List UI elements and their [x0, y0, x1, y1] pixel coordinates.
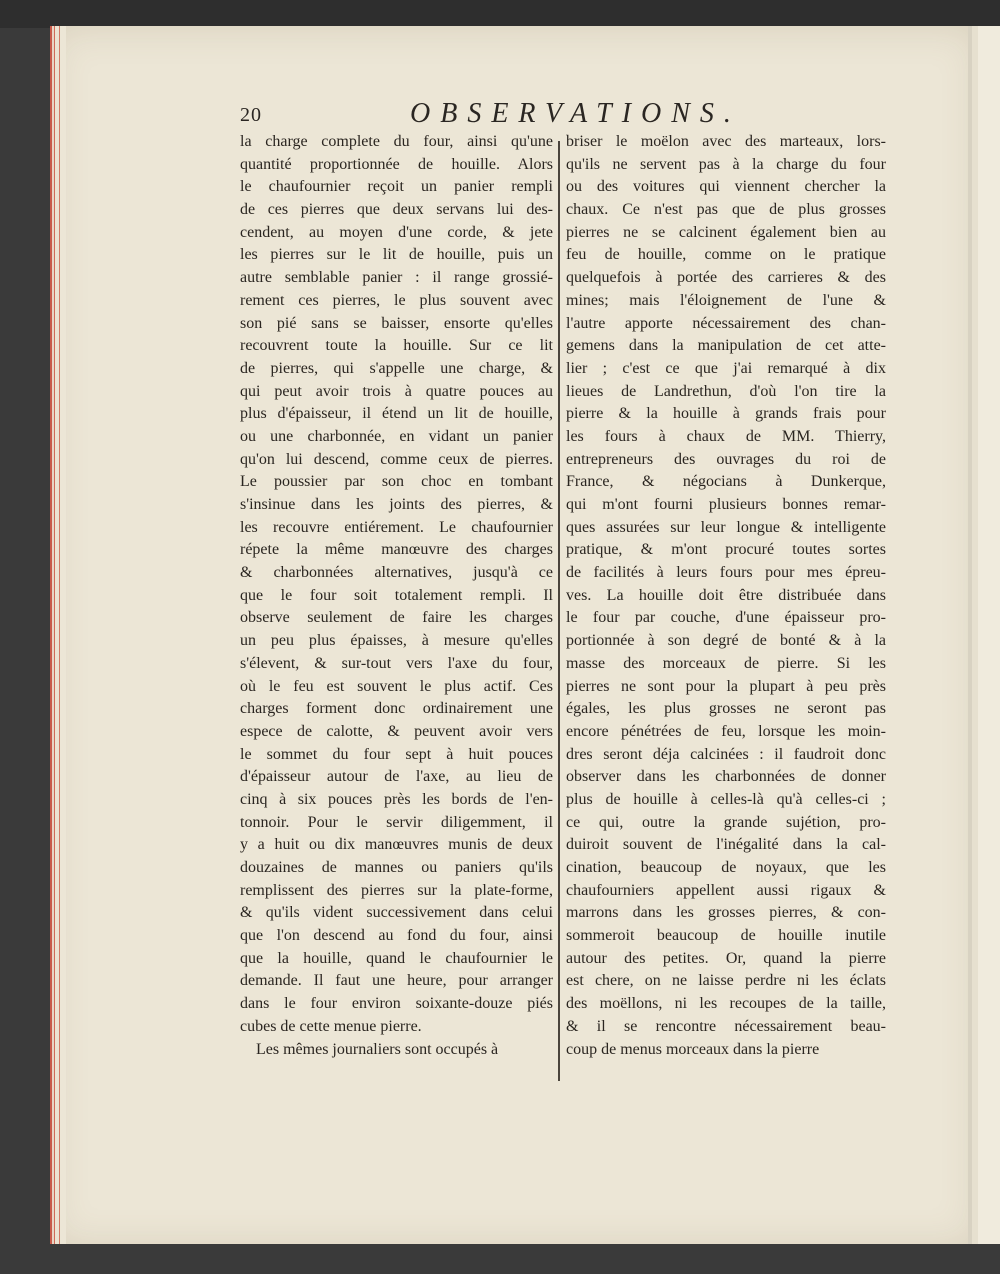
text-line: de facilités à leurs fours pour mes épreu-: [566, 564, 886, 582]
text-line: où le feu est souvent le plus actif. Ces: [240, 677, 553, 695]
scan-background-top: [0, 0, 1000, 28]
text-line: coup de menus morceaux dans la pierre: [566, 1040, 820, 1058]
text-line: lier ; c'est ce que j'ai remarqué à dix: [566, 359, 886, 377]
text-line: s'insinue dans les joints des pierres, &: [240, 496, 553, 513]
text-line: espece de calotte, & peuvent avoir vers: [240, 722, 553, 740]
text-line: douzaines de mannes ou paniers qu'ils: [240, 859, 553, 876]
right-text-column: [566, 131, 886, 1061]
text-line: les recouvre entiérement. Le chaufournier: [240, 518, 553, 536]
text-line: feu de houille, comme on le pratique: [566, 246, 886, 264]
text-line: dans le four environ soixante-douze piés: [240, 995, 553, 1013]
text-line: chaufourniers appellent aussi rigaux &: [566, 881, 886, 899]
text-line: quelquefois à portée des carrieres & des: [566, 269, 886, 287]
text-line: qu'on lui descend, comme ceux de pierres.: [240, 450, 553, 468]
text-line: autre semblable panier : il range grossié-: [240, 269, 553, 287]
text-line: recouvrent toute la houille. Sur ce lit: [240, 337, 553, 355]
text-line: pratique, & m'ont procuré toutes sortes: [566, 541, 886, 559]
text-line: pierres ne sont pour la plupart à peu près: [566, 677, 886, 695]
text-line: l'autre apporte nécessairement des chan-: [566, 314, 886, 332]
text-line: est chere, on ne laisse perdre ni les éclats: [566, 972, 886, 990]
text-line: de pierres, qui s'appelle une charge, &: [240, 359, 553, 377]
text-line: cendent, au moyen d'une corde, & jete: [240, 223, 553, 241]
text-line: masse des morceaux de pierre. Si les: [566, 654, 886, 672]
text-line: Le poussier par son choc en tombant: [240, 473, 553, 491]
text-line: répete la même manœuvre des charges: [240, 541, 553, 559]
text-line: entrepreneurs des ouvrages du roi de: [566, 450, 886, 468]
text-line: de ces pierres que deux servans lui des-: [240, 201, 553, 219]
text-line: les pierres sur le lit de houille, puis un: [240, 246, 553, 264]
text-line: ques assurées sur leur longue & intelligente: [566, 518, 886, 536]
text-line: qui m'ont fourni plusieurs bonnes remar-: [566, 496, 886, 513]
column-divider: [558, 141, 560, 1081]
text-line: & il se rencontre nécessairement beau-: [566, 1017, 886, 1035]
text-line: plus d'épaisseur, il étend un lit de houille,: [240, 405, 553, 423]
text-line: dres seront déja calcinées : il faudroit donc: [566, 745, 886, 763]
text-line: & qu'ils vident successivement dans celui: [240, 904, 553, 922]
text-line: le chaufournier reçoit un panier rempli: [240, 178, 553, 196]
text-line: marrons dans les grosses pierres, & con-: [566, 904, 886, 922]
text-line: duiroit souvent de l'inégalité dans la cal-: [566, 836, 886, 854]
text-line: lieues de Landrethun, d'où l'on tire la: [566, 382, 886, 400]
text-line: pierre & la houille à grands frais pour: [566, 405, 886, 423]
text-line: la charge complete du four, ainsi qu'une: [240, 133, 553, 150]
text-line: pierres ne se calcinent également bien au: [566, 223, 886, 241]
page-red-edge: [50, 26, 66, 1248]
text-line: les fours à chaux de MM. Thierry,: [566, 427, 886, 445]
text-line: s'élevent, & sur-tout vers l'axe du four,: [240, 654, 553, 672]
text-line: rement ces pierres, le plus souvent avec: [240, 291, 553, 309]
text-line: demande. Il faut une heure, pour arranger: [240, 972, 553, 990]
text-line: gemens dans la manipulation de cet atte-: [566, 337, 886, 355]
text-line: autour des petites. Or, quand la pierre: [566, 949, 886, 967]
running-title: OBSERVATIONS.: [410, 98, 741, 129]
text-line: sommeroit beaucoup de houille inutile: [566, 927, 886, 945]
text-line: ves. La houille doit être distribuée dans: [566, 586, 886, 604]
text-line: ou des voitures qui viennent chercher la: [566, 178, 886, 196]
page-number: 20: [240, 104, 262, 126]
text-line: cubes de cette menue pierre.: [240, 1017, 422, 1035]
text-line: France, & négocians à Dunkerque,: [566, 473, 886, 491]
text-line: qui peut avoir trois à quatre pouces au: [240, 382, 553, 400]
text-line: tonnoir. Pour le servir diligemment, il: [240, 813, 553, 831]
text-line: quantité proportionnée de houille. Alors: [240, 155, 553, 173]
text-line: briser le moëlon avec des marteaux, lors-: [566, 133, 886, 150]
text-line: cinq à six pouces près les bords de l'en-: [240, 790, 553, 808]
text-line: d'épaisseur autour de l'axe, au lieu de: [240, 768, 553, 786]
text-line: que la houille, quand le chaufournier le: [240, 949, 553, 967]
text-line: le sommet du four sept à huit pouces: [240, 745, 553, 763]
text-line: observer dans les charbonnées de donner: [566, 768, 886, 786]
text-line: plus de houille à celles-là qu'à celles-ci ;: [566, 790, 886, 808]
text-line: des moëllons, ni les recoupes de la taille,: [566, 995, 886, 1013]
text-line: portionnée à son degré de bonté & à la: [566, 632, 886, 650]
text-line: chaux. Ce n'est pas que de plus grosses: [566, 201, 886, 219]
text-line: égales, les plus grosses ne seront pas: [566, 700, 886, 718]
text-line: observe seulement de faire les charges: [240, 609, 553, 627]
running-head: [240, 98, 900, 132]
text-line: & charbonnées alternatives, jusqu'à ce: [240, 564, 553, 582]
text-line: y a huit ou dix manœuvres munis de deux: [240, 836, 553, 854]
text-line: charges forment donc ordinairement une: [240, 700, 553, 718]
text-line: un peu plus épaisses, à mesure qu'elles: [240, 632, 553, 650]
text-line: son pié sans se baisser, ensorte qu'elles: [240, 314, 553, 332]
facing-page-edge: [968, 26, 1000, 1248]
text-line: remplissent des pierres sur la plate-forme,: [240, 881, 553, 899]
text-line: que le four soit totalement rempli. Il: [240, 586, 553, 604]
scan-background-bottom: [50, 1244, 1000, 1274]
text-line: encore pénétrées de feu, lorsque les moin-: [566, 722, 886, 740]
text-line: qu'ils ne servent pas à la charge du four: [566, 155, 886, 173]
text-line: ce qui, outre la grande sujétion, pro-: [566, 813, 886, 831]
left-text-column: [240, 131, 553, 1061]
text-line: que l'on descend au fond du four, ainsi: [240, 927, 553, 945]
text-line: mines; mais l'éloignement de l'une &: [566, 291, 886, 309]
text-line: cination, beaucoup de noyaux, que les: [566, 859, 886, 876]
text-line: Les mêmes journaliers sont occupés à: [256, 1040, 499, 1058]
text-line: ou une charbonnée, en vidant un panier: [240, 427, 553, 445]
text-line: le four par couche, d'une épaisseur pro-: [566, 609, 886, 627]
